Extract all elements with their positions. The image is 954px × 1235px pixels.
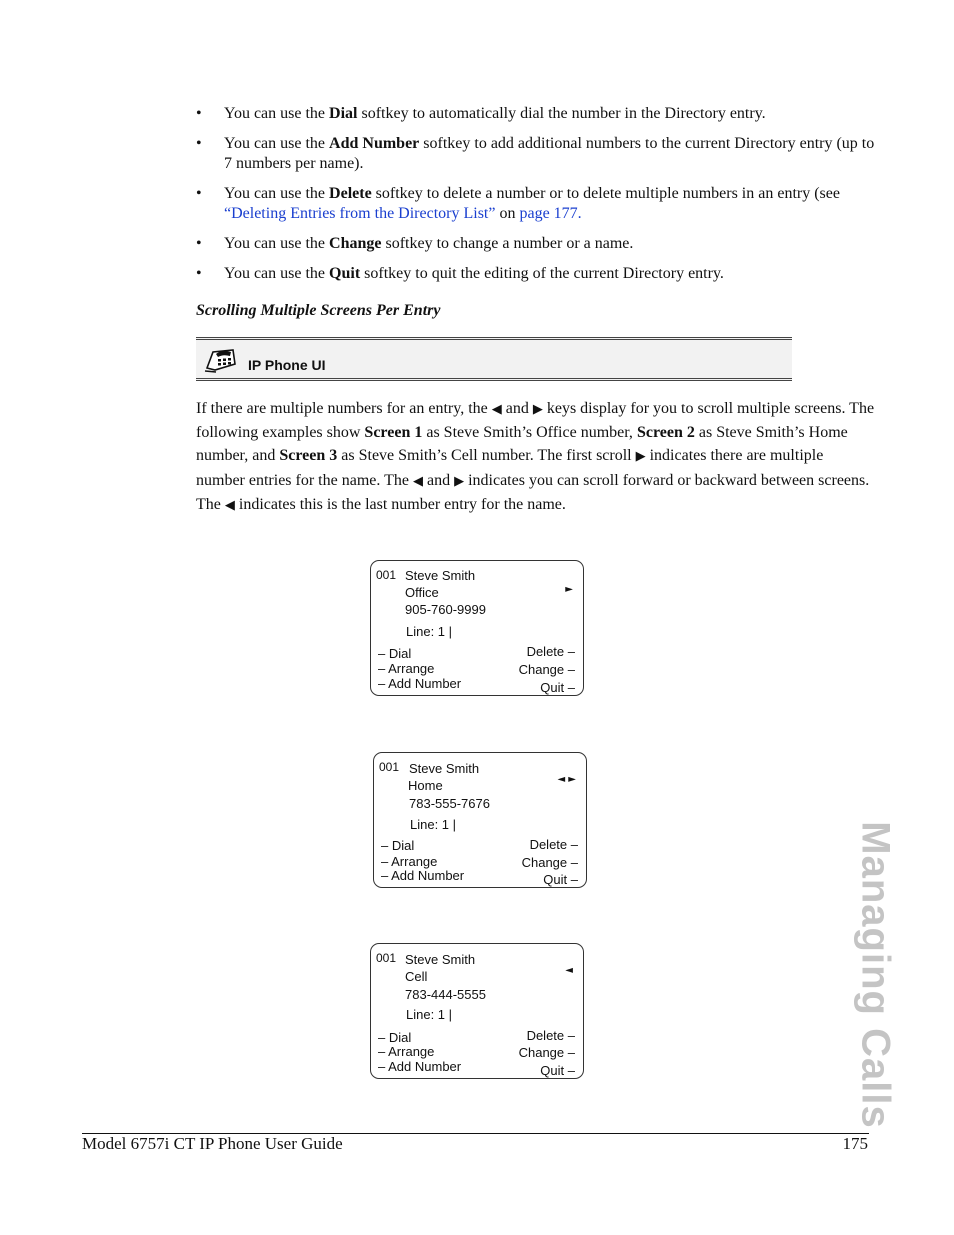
scroll-left-right-icon: ◄ ► xyxy=(557,774,576,785)
softkey-name: Dial xyxy=(329,105,358,122)
bullet-list xyxy=(196,104,876,294)
softkey-add-number[interactable]: – Add Number xyxy=(378,676,462,691)
right-triangle-icon: ▶ xyxy=(454,473,465,489)
scroll-description: If there are multiple numbers for an entry, the ◀ and ▶ keys display for you to scroll multiple screens. The following examples show Screen 1 as Steve Smith’s Office number, Screen 2 as Steve Smith’s Home number, and Screen 3 as Steve Smith’s Cell number. The first scroll ▶ indicates there are multiple number entries for the name. The ◀ and ▶ indicates you can scroll forward or backward between screens. The ◀ indicates this is the last number entry for the name. xyxy=(196,400,875,513)
bullet-delete: • You can use the Delete softkey to delete a number or to delete multiple numbers in an entry (see “Deleting Entries from the Directory List” on page 177. xyxy=(196,185,840,222)
softkey-quit[interactable]: Quit – xyxy=(543,872,578,887)
entry-type: Office xyxy=(405,585,439,600)
softkey-name: Add Number xyxy=(329,135,420,152)
chapter-title: Managing Calls xyxy=(853,821,898,1129)
bullet-quit: • You can use the Quit softkey to quit the editing of the current Directory entry. xyxy=(196,265,724,282)
softkey-dial[interactable]: – Dial xyxy=(378,1030,412,1045)
page-177-link[interactable]: page 177. xyxy=(519,205,582,222)
bullet-change: • You can use the Change softkey to change a number or a name. xyxy=(196,235,634,252)
softkey-dial[interactable]: – Dial xyxy=(378,646,412,661)
right-triangle-icon: ▶ xyxy=(532,402,543,417)
softkey-arrange[interactable]: – Arrange xyxy=(378,1044,435,1059)
phone-screen-cell xyxy=(370,943,584,1079)
entry-number: 783-555-7676 xyxy=(409,796,490,811)
softkey-add-number[interactable]: – Add Number xyxy=(381,868,465,883)
softkey-delete[interactable]: Delete – xyxy=(526,1028,575,1043)
entry-index: 001 xyxy=(376,568,397,582)
softkey-name: Quit xyxy=(329,265,361,282)
bullet-add-number: • You can use the Add Number softkey to add additional numbers to the current Directory entry (up to 7 numbers per name). xyxy=(196,135,875,172)
line-indicator: Line: 1 | xyxy=(406,1007,453,1022)
softkey-arrange[interactable]: – Arrange xyxy=(378,661,435,676)
bullet-marker: • xyxy=(196,185,202,202)
entry-index: 001 xyxy=(379,760,400,774)
softkey-name: Change xyxy=(329,235,382,252)
softkey-add-number[interactable]: – Add Number xyxy=(378,1059,462,1074)
ui-label: IP Phone UI xyxy=(248,357,326,373)
entry-type: Home xyxy=(408,778,443,793)
entry-type: Cell xyxy=(405,969,428,984)
right-triangle-icon: ▶ xyxy=(635,449,646,465)
softkey-delete[interactable]: Delete – xyxy=(529,837,578,852)
softkey-arrange[interactable]: – Arrange xyxy=(381,854,438,869)
page-number: 175 xyxy=(842,1134,868,1153)
phone-screen-office xyxy=(370,560,584,696)
entry-name: Steve Smith xyxy=(409,761,480,776)
bullet-marker: • xyxy=(196,235,202,252)
softkey-change[interactable]: Change – xyxy=(518,1045,575,1060)
softkey-name: Delete xyxy=(329,185,372,202)
scroll-right-icon: ► xyxy=(565,584,573,595)
entry-name: Steve Smith xyxy=(405,952,476,967)
softkey-dial[interactable]: – Dial xyxy=(381,838,415,853)
left-triangle-icon: ◀ xyxy=(491,402,502,417)
line-indicator: Line: 1 | xyxy=(410,817,457,832)
phone-screen-home xyxy=(373,752,587,888)
bullet-marker: • xyxy=(196,135,202,152)
deleting-entries-link[interactable]: “Deleting Entries from the Directory List” xyxy=(224,205,496,222)
softkey-quit[interactable]: Quit – xyxy=(540,680,575,695)
entry-number: 783-444-5555 xyxy=(405,987,486,1002)
phone-icon xyxy=(204,346,238,374)
left-triangle-icon: ◀ xyxy=(412,473,423,489)
softkey-change[interactable]: Change – xyxy=(518,662,575,677)
softkey-change[interactable]: Change – xyxy=(521,855,578,870)
scroll-left-icon: ◄ xyxy=(565,965,573,976)
section-title: Scrolling Multiple Screens Per Entry xyxy=(196,302,441,319)
entry-name: Steve Smith xyxy=(405,568,476,583)
bullet-dial: • You can use the Dial softkey to automatically dial the number in the Directory entry. xyxy=(196,105,766,122)
softkey-delete[interactable]: Delete – xyxy=(526,644,575,659)
left-triangle-icon: ◀ xyxy=(224,497,235,513)
footer-title: Model 6757i CT IP Phone User Guide xyxy=(82,1134,343,1153)
bullet-marker: • xyxy=(196,265,202,282)
entry-index: 001 xyxy=(376,951,397,965)
chapter-side-tab xyxy=(840,821,910,1129)
line-indicator: Line: 1 | xyxy=(406,624,453,639)
bullet-marker: • xyxy=(196,105,202,122)
softkey-quit[interactable]: Quit – xyxy=(540,1063,575,1078)
entry-number: 905-760-9999 xyxy=(405,602,486,617)
ip-phone-ui-banner xyxy=(196,337,792,381)
